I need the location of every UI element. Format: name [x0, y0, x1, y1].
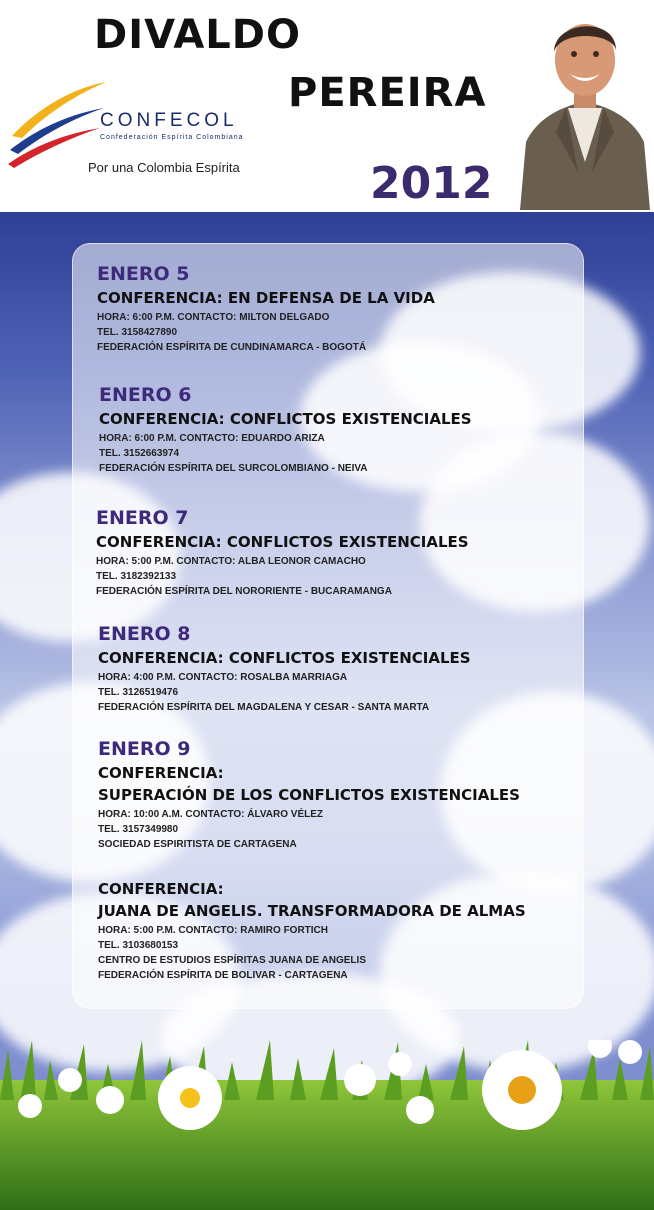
event-phone: TEL. 3157349980	[98, 824, 179, 835]
event-title-line2: JUANA DE ANGELIS. TRANSFORMADORA DE ALMAS	[98, 902, 526, 920]
event-date: ENERO 9	[98, 738, 191, 760]
event-item	[98, 877, 588, 983]
event-title: CONFERENCIA: CONFLICTOS EXISTENCIALES	[96, 533, 469, 551]
schedule-panel	[72, 243, 584, 1009]
event-title: CONFERENCIA: EN DEFENSA DE LA VIDA	[97, 289, 435, 307]
daisy-flower	[158, 1066, 222, 1130]
event-title-line2: SUPERACIÓN DE LOS CONFLICTOS EXISTENCIALES	[98, 786, 520, 804]
event-phone: TEL. 3103680153	[98, 940, 179, 951]
event-venue: FEDERACIÓN ESPÍRITA DE CUNDINAMARCA - BOGOTÁ	[97, 342, 367, 353]
event-time-contact: HORA: 10:00 A.M. CONTACTO: ÁLVARO VÉLEZ	[98, 809, 324, 820]
confecol-logo-swoosh-icon	[8, 78, 108, 168]
slogan: Por una Colombia Espírita	[88, 160, 240, 175]
event-date: ENERO 5	[97, 263, 190, 285]
event-item	[96, 506, 586, 599]
logo-subtitle: Confederación Espírita Colombiana	[100, 134, 244, 141]
event-title: CONFERENCIA:	[98, 764, 224, 782]
event-venue: FEDERACIÓN ESPÍRITA DEL NORORIENTE - BUCARAMANGA	[96, 586, 392, 597]
event-title: CONFERENCIA:	[98, 880, 224, 898]
event-time-contact: HORA: 6:00 P.M. CONTACTO: MILTON DELGADO	[97, 312, 330, 323]
event-venue: FEDERACIÓN ESPÍRITA DEL MAGDALENA Y CESAR - SANTA MARTA	[98, 702, 430, 713]
event-item	[98, 737, 588, 852]
event-time-contact: HORA: 4:00 P.M. CONTACTO: ROSALBA MARRIAGA	[98, 672, 348, 683]
speaker-portrait	[516, 2, 654, 210]
event-title: CONFERENCIA: CONFLICTOS EXISTENCIALES	[98, 649, 471, 667]
event-item	[98, 622, 588, 715]
event-venue: CENTRO DE ESTUDIOS ESPÍRITAS JUANA DE ANGELIS	[98, 955, 366, 966]
event-item	[97, 262, 587, 355]
event-date: ENERO 6	[99, 384, 192, 406]
event-phone: TEL. 3182392133	[96, 571, 177, 582]
event-venue-2: FEDERACIÓN ESPÍRITA DE BOLIVAR - CARTAGENA	[98, 970, 348, 981]
event-date: ENERO 7	[96, 507, 189, 529]
event-title: CONFERENCIA: CONFLICTOS EXISTENCIALES	[99, 410, 472, 428]
event-venue: FEDERACIÓN ESPÍRITA DEL SURCOLOMBIANO - NEIVA	[99, 463, 368, 474]
logo-name: CONFECOL	[100, 110, 238, 131]
event-date: ENERO 8	[98, 623, 191, 645]
event-phone: TEL. 3158427890	[97, 327, 178, 338]
event-phone: TEL. 3152663974	[99, 448, 180, 459]
speaker-name-first: DIVALDO	[94, 12, 301, 58]
event-venue: SOCIEDAD ESPIRITISTA DE CARTAGENA	[98, 839, 297, 850]
header	[0, 0, 654, 212]
event-phone: TEL. 3126519476	[98, 687, 179, 698]
speaker-name-last: PEREIRA	[288, 70, 487, 116]
grass-flowers-decoration	[0, 1040, 654, 1210]
daisy-flower	[482, 1050, 562, 1130]
event-item	[99, 383, 589, 476]
event-time-contact: HORA: 5:00 P.M. CONTACTO: RAMIRO FORTICH	[98, 925, 329, 936]
event-time-contact: HORA: 5:00 P.M. CONTACTO: ALBA LEONOR CAMACHO	[96, 556, 366, 567]
event-year: 2012	[370, 158, 493, 209]
event-time-contact: HORA: 6:00 P.M. CONTACTO: EDUARDO ARIZA	[99, 433, 325, 444]
